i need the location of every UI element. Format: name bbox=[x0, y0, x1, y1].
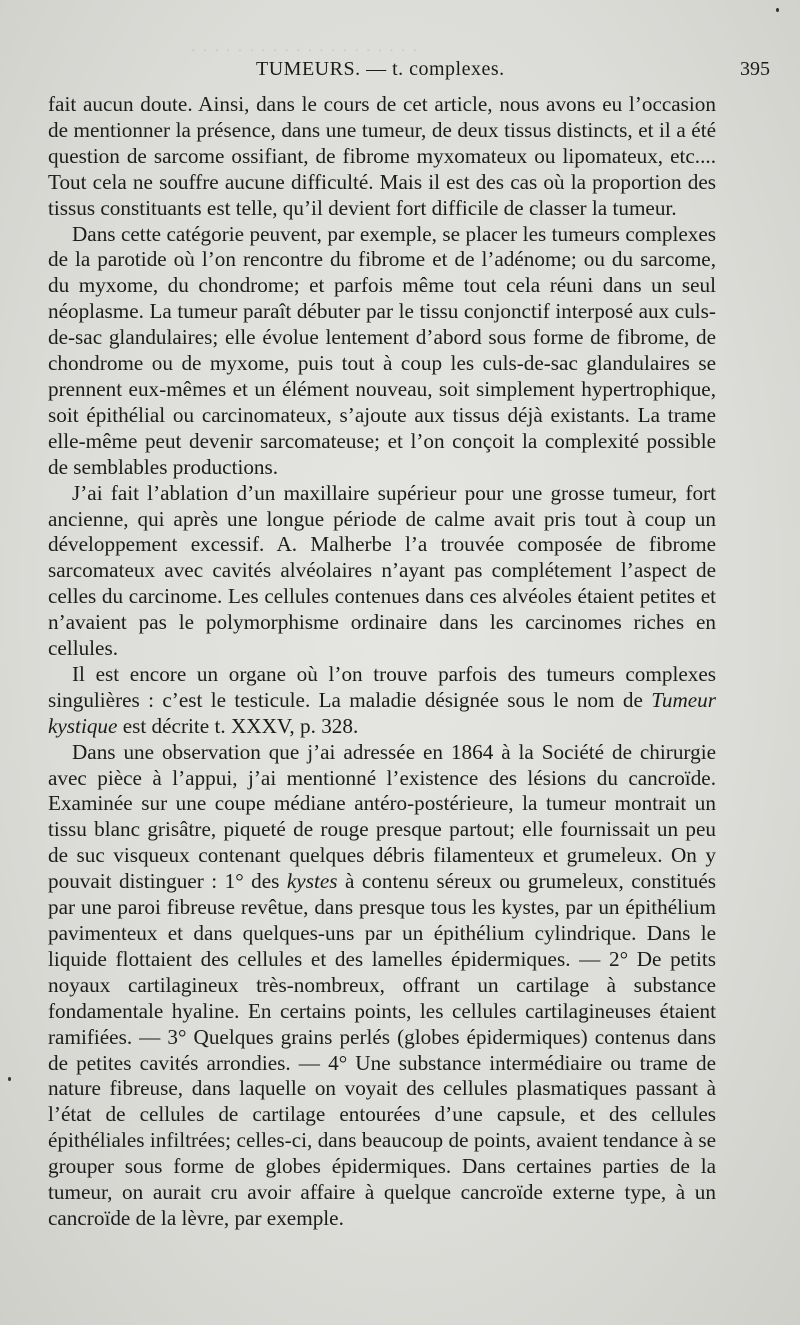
italic-term: kystes bbox=[286, 869, 338, 894]
paragraph-text: Dans une observation que j’ai adressée en 1864 à la Société de chirurgie avec pièce à l’appui, j’ai mentionné l’existence des lésions du cancroïde. Examinée sur une coupe médiane antéro-postérieure, la tumeur montrait un tissu blanc grisâtre, piqueté de rouge presque partout; elle fournissait un peu de suc visqueux contenant quelques débris filamenteux et grumeleux. On y pouvait distinguer : 1° des bbox=[48, 739, 716, 894]
paragraph-text: à contenu séreux ou grumeleux, constitués par une paroi fibreuse revêtue, dans presque tous les kystes, par un épithélium pavimenteux et dans quelques-uns par un épithélium cylindrique. Dans le liquide flottaient des cellules et des lamelles épidermiques. — 2° De petits noyaux cartilagineux très-nombreux, offrant un cartilage à substance fondamentale hyaline. En certains points, les cellules cartilagineuses étaient ramifiées. — 3° Quelques grains perlés (globes épidermiques) contenus dans de petites cavités arrondies. — 4° Une substance intermédiaire ou trame de nature fibreuse, dans laquelle on voyait des cellules plasmatiques passant à l’état de cellules de cartilage entourées d’une capsule, et des cellules épithéliales infiltrées; celles-ci, dans beaucoup de points, avaient tendance à se grouper sous forme de globes épidermiques. Dans certaines parties de la tumeur, on aurait cru avoir affaire à quelque cancroïde externe type, à un cancroïde de la lèvre, par exemple. bbox=[48, 869, 716, 1230]
paragraph: fait aucun doute. Ainsi, dans le cours de cet article, nous avons eu l’occasion de mentionner la présence, dans une tumeur, de deux tissus distincts, et il a été question de sarcome ossifiant, de fibrome myxomateux ou lipomateux, etc.... Tout cela ne souffre aucune difficulté. Mais il est des cas où la proportion des tissus constituants est telle, qu’il devient fort difficile de classer la tumeur. bbox=[48, 92, 716, 220]
speck-mark bbox=[8, 1077, 11, 1081]
bleed-through-text: · · · · · · · · · · · · · · · · · · · · bbox=[190, 40, 419, 62]
paragraph bbox=[48, 740, 716, 1232]
running-title: TUMEURS. — t. complexes. bbox=[256, 58, 505, 80]
paragraph: J’ai fait l’ablation d’un maxillaire supérieur pour une grosse tumeur, fort ancienne, qui après une longue période de calme avait pris tout à coup un développement excessif. A. Malherbe l’a trouvée composée de fibrome sarcomateux avec cavités alvéolaires n’ayant pas complétement l’aspect de celles du carcinome. Les cellules contenues dans ces alvéoles étaient petites et n’avaient pas le polymorphisme ordinaire dans les carcinomes riches en cellules. bbox=[48, 480, 716, 661]
body-text bbox=[48, 92, 716, 1232]
italic-term: Tumeur kystique bbox=[48, 687, 716, 738]
speck-mark bbox=[776, 8, 779, 12]
paragraph bbox=[48, 662, 716, 740]
page-number: 395 bbox=[740, 58, 770, 80]
running-header bbox=[48, 58, 778, 88]
paragraph-text: est décrite t. XXXV, p. 328. bbox=[117, 713, 359, 738]
paragraph: Dans cette catégorie peuvent, par exemple, se placer les tumeurs complexes de la parotide où l’on rencontre du fibrome et de l’adénome; ou du sarcome, du myxome, du chondrome; et parfois même tout cela réuni dans un seul néoplasme. La tumeur paraît débuter par le tissu conjonctif interposé aux culs-de-sac glandulaires; elle évolue lentement d’abord sous forme de fibrome, de chondrome ou de myxome, puis tout à coup les culs-de-sac glandulaires se prennent eux-mêmes et un élément nouveau, soit simplement hypertrophique, soit épithélial ou carcinomateux, s’ajoute aux tissus déjà existants. La trame elle-même peut devenir sarcomateuse; et l’on conçoit la complexité possible de semblables productions. bbox=[48, 221, 716, 479]
paragraph-text: Il est encore un organe où l’on trouve parfois des tumeurs complexes singulières : c’est le testicule. La maladie désignée sous le nom de bbox=[48, 661, 716, 712]
